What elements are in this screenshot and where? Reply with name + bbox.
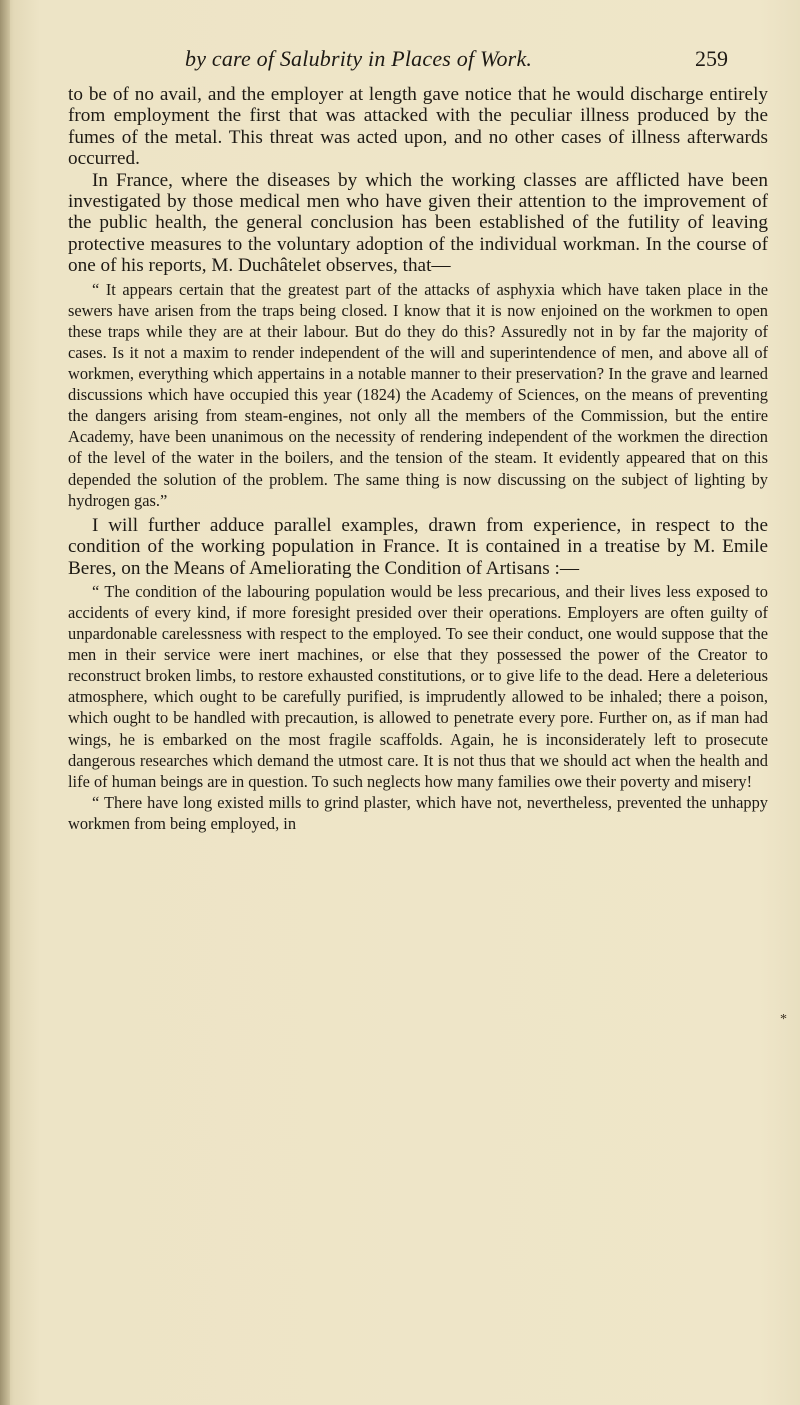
page-number: 259	[695, 46, 728, 71]
quote-beres: “ The condition of the labouring population would be less precarious, and their lives less exposed to accidents of every kind, if more foresight presided over their operations. Employers are often guilty of unpardonable carelessness with respect to the employed. To see their conduct, one would suppose that the men in their service were inert machines, or else that they possessed the power of the Creator to reconstruct broken limbs, to restore exhausted constitutions, or to give life to the dead. Here a deleterious atmosphere, which ought to be carefully purified, is imprudently allowed to be inhaled; there a poison, which ought to be handled with precaution, is allowed to penetrate every pore. Further on, as if man had wings, he is embarked on the most fragile scaffolds. Again, he is inconsiderately left to prosecute dangerous researches which demand the utmost care. It is not thus that we should act when the health and life of human beings are in question. To such neglects how many families owe their poverty and misery!	[68, 581, 768, 791]
running-head: by care of Salubrity in Places of Work.	[185, 46, 533, 71]
quote-duchatelet: “ It appears certain that the greatest part of the attacks of asphyxia which have taken place in the sewers have arisen from the traps being closed. I know that it is now enjoined on the workmen to open these traps while they are at their labour. But do they do this? Assuredly not in by far the majority of cases. Is it not a maxim to render independent of the will and superintendence of men, and above all of workmen, everything which appertains in a notable manner to their preservation? In the grave and learned discussions which have occupied this year (1824) the Academy of Sciences, on the means of preventing the dangers arising from steam-engines, not only all the members of the Commission, but the entire Academy, have been unanimous on the necessity of rendering independent of the workmen the direction of the level of the water in the boilers, and the tension of the steam. It evidently appeared that on this depended the solution of the problem. The same thing is now discussing on the subject of lighting by hydrogen gas.”	[68, 279, 768, 510]
paragraph-france: In France, where the diseases by which the working classes are afflicted have been investigated by those medical men who have given their attention to the improvement of the public health, the general conclusion has been established of the futility of leaving protective measures to the voluntary adoption of the individual workman. In the course of one of his reports, M. Duchâtelet observes, that—	[68, 169, 768, 277]
quote-plaster-mills: “ There have long existed mills to grind plaster, which have not, nevertheless, prevented the unhappy workmen from being employed, in	[68, 792, 768, 833]
body-text	[68, 84, 768, 834]
paragraph-parallel-examples: I will further adduce parallel examples, drawn from experience, in respect to the condition of the working population in France. It is contained in a treatise by M. Emile Beres, on the Means of Ameliorating the Condition of Artisans :—	[68, 514, 768, 579]
margin-asterisk: *	[780, 1012, 787, 1027]
page-spine-shadow	[0, 0, 10, 1405]
paragraph-continuation: to be of no avail, and the employer at length gave notice that he would discharge entirely from employment the first that was attacked with the peculiar illness produced by the fumes of the metal. This threat was acted upon, and no other cases of illness afterwards occurred.	[68, 84, 768, 170]
